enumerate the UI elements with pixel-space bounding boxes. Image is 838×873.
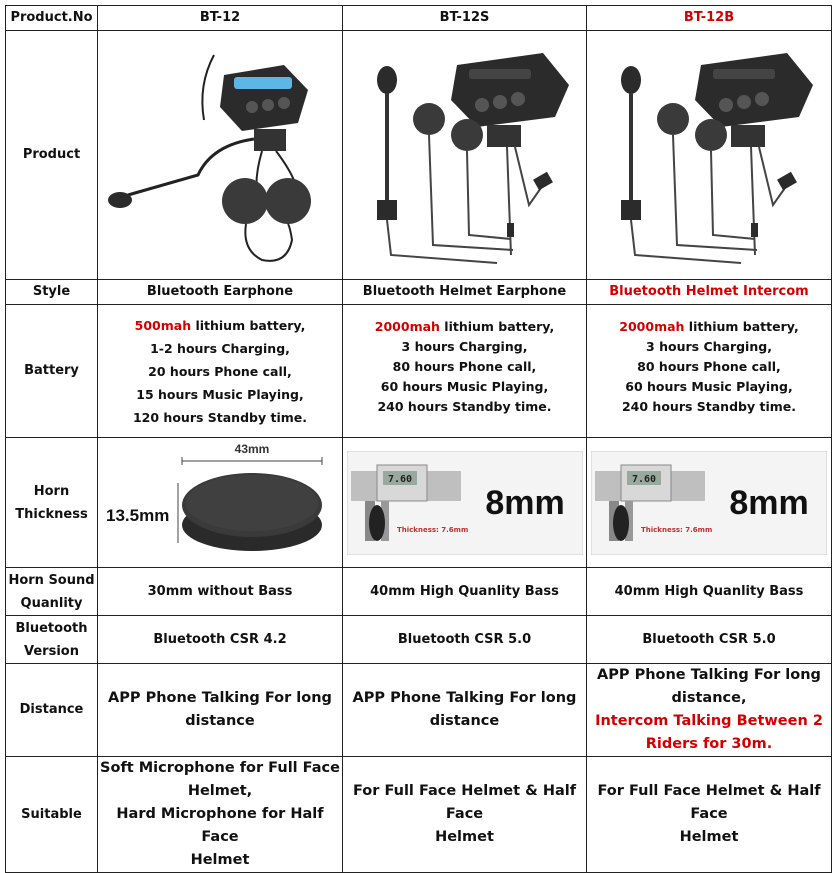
battery-capacity: 2000mah bbox=[619, 319, 685, 334]
battery-line: 80 hours Phone call, bbox=[392, 359, 537, 374]
horn-sound-label-1: Horn Sound bbox=[8, 572, 95, 588]
suitable-line: For Full Face Helmet & Half Face bbox=[352, 783, 577, 822]
suitable-line: Helmet bbox=[679, 829, 739, 845]
distance-line: distance bbox=[185, 713, 255, 729]
battery-line: 120 hours Standby time. bbox=[132, 409, 307, 425]
bt12s-product-image bbox=[343, 31, 587, 280]
battery-capacity-line bbox=[100, 314, 340, 337]
horn-width: 43mm bbox=[234, 442, 270, 456]
header-bt12: BT-12 bbox=[98, 6, 343, 31]
horn-thickness-label-2: Thickness bbox=[15, 506, 88, 522]
style-bt12b: Bluetooth Helmet Intercom bbox=[587, 280, 832, 305]
thickness-value: 8mm bbox=[484, 483, 565, 522]
spec-table bbox=[5, 5, 832, 873]
battery-line: 60 hours Music Playing, bbox=[625, 379, 793, 394]
bluetooth-row bbox=[6, 616, 832, 664]
caliper-icon bbox=[347, 451, 583, 555]
suitable-line: For Full Face Helmet & Half Face bbox=[597, 783, 821, 822]
header-bt12b: BT-12B bbox=[587, 6, 832, 31]
speaker-pad-icon bbox=[102, 443, 338, 563]
horn-thickness-label bbox=[6, 438, 98, 568]
distance-label: Distance bbox=[6, 664, 98, 757]
bt12b-product-image bbox=[587, 31, 832, 280]
distance-line: distance bbox=[429, 713, 500, 729]
caliper-readout: 7.60 bbox=[387, 473, 412, 485]
battery-line: 1-2 hours Charging, bbox=[150, 340, 290, 356]
bluetooth-bt12b: Bluetooth CSR 5.0 bbox=[587, 616, 832, 664]
battery-suffix: lithium battery, bbox=[191, 317, 306, 333]
suitable-label: Suitable bbox=[6, 757, 98, 873]
distance-bt12s bbox=[343, 664, 587, 757]
battery-line: 3 hours Charging, bbox=[646, 339, 772, 354]
caliper-caption: Thickness: 7.6mm bbox=[396, 525, 468, 534]
header-bt12s: BT-12S bbox=[343, 6, 587, 31]
distance-bt12 bbox=[98, 664, 343, 757]
style-bt12s: Bluetooth Helmet Earphone bbox=[343, 280, 587, 305]
horn-thickness-label-1: Horn bbox=[33, 483, 70, 499]
bluetooth-label-2: Version bbox=[24, 643, 79, 659]
style-label: Style bbox=[6, 280, 98, 305]
bluetooth-label-1: Bluetooth bbox=[15, 620, 88, 636]
suitable-line: Hard Microphone for Half Face bbox=[116, 806, 324, 845]
battery-capacity-line bbox=[345, 317, 584, 337]
product-row bbox=[6, 31, 832, 280]
suitable-bt12s bbox=[343, 757, 587, 873]
caliper-readout: 7.60 bbox=[631, 473, 657, 485]
caliper-caption: Thickness: 7.6mm bbox=[641, 525, 713, 534]
horn-sound-bt12s: 40mm High Quanlity Bass bbox=[343, 568, 587, 616]
horn-sound-label bbox=[6, 568, 98, 616]
suitable-line: Helmet, bbox=[187, 783, 253, 799]
suitable-bt12 bbox=[98, 757, 343, 873]
battery-line: 80 hours Phone call, bbox=[637, 359, 781, 374]
distance-line: APP Phone Talking For long bbox=[597, 667, 821, 683]
suitable-row bbox=[6, 757, 832, 873]
battery-line: 15 hours Music Playing, bbox=[136, 386, 304, 402]
suitable-line: Helmet bbox=[190, 852, 250, 868]
bluetooth-bt12: Bluetooth CSR 4.2 bbox=[98, 616, 343, 664]
battery-bt12b bbox=[587, 305, 832, 438]
style-bt12: Bluetooth Earphone bbox=[98, 280, 343, 305]
battery-line: 240 hours Standby time. bbox=[377, 399, 552, 414]
horn-sound-bt12: 30mm without Bass bbox=[98, 568, 343, 616]
battery-bt12 bbox=[98, 305, 343, 438]
battery-capacity-line bbox=[589, 317, 829, 337]
suitable-line: Helmet bbox=[435, 829, 494, 845]
bt12-product-image bbox=[98, 31, 343, 280]
bt12-horn-image bbox=[98, 438, 343, 568]
suitable-bt12b bbox=[587, 757, 832, 873]
battery-bt12s bbox=[343, 305, 587, 438]
horn-sound-row bbox=[6, 568, 832, 616]
battery-line: 3 hours Charging, bbox=[401, 339, 528, 354]
style-row bbox=[6, 280, 832, 305]
bt12s-horn-image bbox=[343, 438, 587, 568]
suitable-line: Soft Microphone for Full Face bbox=[100, 760, 340, 776]
battery-line: 60 hours Music Playing, bbox=[380, 379, 549, 394]
bt12b-headset-icon bbox=[591, 35, 827, 275]
battery-line: 240 hours Standby time. bbox=[621, 399, 796, 414]
horn-sound-label-2: Quanlity bbox=[20, 595, 83, 611]
distance-row bbox=[6, 664, 832, 757]
caliper-icon bbox=[591, 451, 827, 555]
battery-line: 20 hours Phone call, bbox=[148, 363, 292, 379]
product-label: Product bbox=[6, 31, 98, 280]
battery-suffix: lithium battery, bbox=[684, 319, 799, 334]
battery-suffix: lithium battery, bbox=[439, 319, 555, 334]
header-label: Product.No bbox=[6, 6, 98, 31]
distance-intercom-line: Riders for 30m. bbox=[645, 736, 773, 752]
horn-thickness-row bbox=[6, 438, 832, 568]
distance-line: APP Phone Talking For long bbox=[352, 690, 577, 706]
horn-sound-bt12b: 40mm High Quanlity Bass bbox=[587, 568, 832, 616]
bt12-headset-icon bbox=[102, 35, 338, 275]
battery-row bbox=[6, 305, 832, 438]
distance-line: APP Phone Talking For long bbox=[108, 690, 332, 706]
horn-height: 13.5mm bbox=[106, 505, 170, 525]
distance-line: distance, bbox=[671, 690, 747, 706]
battery-capacity: 500mah bbox=[134, 317, 192, 333]
distance-intercom-line: Intercom Talking Between 2 bbox=[595, 713, 823, 729]
bt12b-horn-image bbox=[587, 438, 832, 568]
battery-label: Battery bbox=[6, 305, 98, 438]
bt12s-headset-icon bbox=[347, 35, 583, 275]
thickness-value: 8mm bbox=[729, 483, 809, 522]
header-row bbox=[6, 6, 832, 31]
bluetooth-label bbox=[6, 616, 98, 664]
distance-bt12b bbox=[587, 664, 832, 757]
battery-capacity: 2000mah bbox=[374, 319, 440, 334]
bluetooth-bt12s: Bluetooth CSR 5.0 bbox=[343, 616, 587, 664]
